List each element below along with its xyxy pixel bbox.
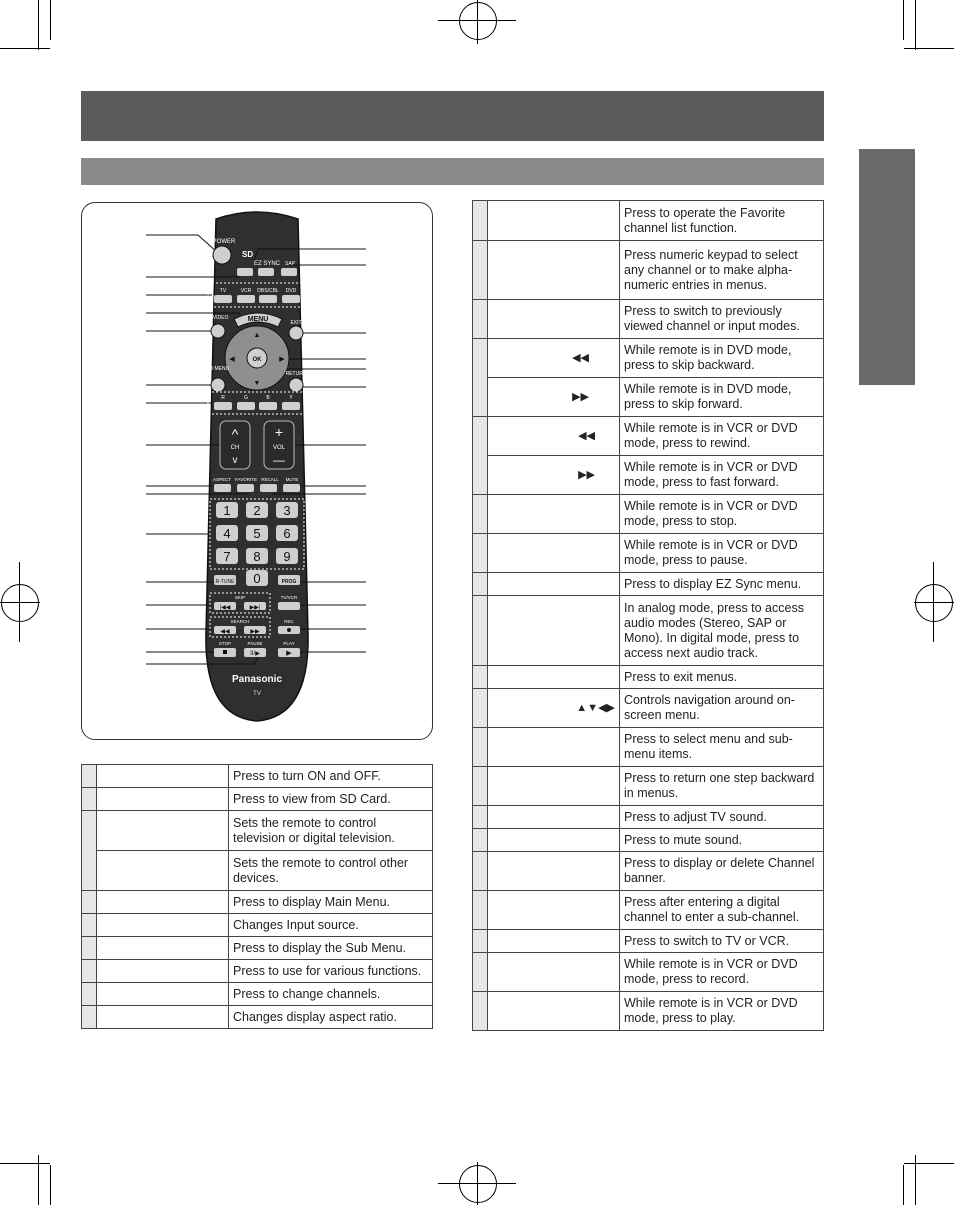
crop-mark <box>903 0 904 40</box>
registration-mark <box>1 584 39 622</box>
button-name-cell <box>488 573 620 596</box>
nav-down-arrow-icon[interactable]: ▼ <box>253 380 261 387</box>
nav-right-arrow-icon[interactable]: ▶ <box>279 356 285 363</box>
description-cell: Controls navigation around on-screen menu. <box>620 689 824 728</box>
table-row <box>473 417 824 456</box>
table-row <box>473 666 824 689</box>
fast-forward-icon: ▶▶ <box>250 629 260 635</box>
button-name-cell <box>97 914 229 937</box>
digit-2-label: 2 <box>253 503 261 518</box>
button-name-cell <box>97 1006 229 1029</box>
vcr-mode-label: VCR <box>240 288 252 294</box>
search-label: SEARCH <box>230 619 250 624</box>
green-key-button[interactable] <box>237 402 255 410</box>
table-row <box>82 983 433 1006</box>
digit-3-label: 3 <box>283 503 291 518</box>
row-index-cell <box>473 339 488 417</box>
crop-mark <box>904 1163 954 1164</box>
ez-sync-label: EZ SYNC <box>253 261 281 267</box>
pause-label: PAUSE <box>247 641 263 646</box>
registration-mark <box>0 602 40 603</box>
callout-line <box>146 235 218 253</box>
sd-card-icon: SD <box>242 250 254 259</box>
crop-mark <box>0 48 50 49</box>
description-cell: Press to change channels. <box>229 983 433 1006</box>
registration-mark <box>933 562 934 642</box>
crop-mark <box>38 0 39 50</box>
red-key-button[interactable] <box>214 402 232 410</box>
table-row <box>473 891 824 930</box>
row-index-cell <box>82 914 97 937</box>
channel-label: CH <box>230 445 240 451</box>
description-cell: Press to mute sound. <box>620 829 824 852</box>
crop-mark <box>0 1163 50 1164</box>
description-cell: Changes display aspect ratio. <box>229 1006 433 1029</box>
table-row <box>473 534 824 573</box>
exit-button[interactable] <box>289 326 303 340</box>
yellow-key-button[interactable] <box>282 402 300 410</box>
description-cell: Press to display EZ Sync menu. <box>620 573 824 596</box>
rewind-icon: ◀◀ <box>488 417 620 456</box>
skip-label: SKIP <box>234 595 246 600</box>
description-cell: While remote is in VCR or DVD mode, press to record. <box>620 953 824 992</box>
favorite-label: FAVORITE <box>235 477 257 482</box>
nav-up-arrow-icon[interactable]: ▲ <box>253 332 261 339</box>
dbs-cbl-mode-button[interactable] <box>259 295 277 303</box>
description-cell: While remote is in VCR or DVD mode, press to rewind. <box>620 417 824 456</box>
description-cell: While remote is in DVD mode, press to skip backward. <box>620 339 824 378</box>
button-name-cell <box>97 851 229 891</box>
button-name-cell <box>488 806 620 829</box>
button-name-cell <box>488 891 620 930</box>
button-name-cell <box>97 983 229 1006</box>
navigation-arrows-icon: ▲▼◀▶ <box>488 689 620 728</box>
volume-up-icon[interactable]: + <box>274 424 284 440</box>
button-name-cell <box>97 765 229 788</box>
yellow-key-label: Y <box>289 395 293 401</box>
row-index-cell <box>82 765 97 788</box>
crop-mark <box>903 1165 904 1205</box>
table-row <box>473 953 824 992</box>
dvd-mode-button[interactable] <box>282 295 300 303</box>
play-label: PLAY <box>283 641 295 646</box>
table-row <box>82 960 433 983</box>
row-index-cell <box>82 937 97 960</box>
table-row <box>473 573 824 596</box>
remote-figure-panel <box>81 202 433 740</box>
skip-back-icon: ◀◀ <box>488 339 620 378</box>
description-cell: Press to operate the Favorite channel list function. <box>620 201 824 241</box>
description-cell: Press to adjust TV sound. <box>620 806 824 829</box>
button-name-cell <box>488 201 620 241</box>
menu-label: MENU <box>247 316 269 323</box>
table-row <box>82 765 433 788</box>
row-index-cell <box>82 811 97 891</box>
digit-0-label: 0 <box>253 571 261 586</box>
play-icon: ▶ <box>286 650 292 657</box>
skip-forward-icon: ▶▶ <box>488 378 620 417</box>
button-name-cell <box>488 666 620 689</box>
skip-forward-icon: ▶▶| <box>249 605 261 611</box>
digit-1-label: 1 <box>223 503 231 518</box>
r-tune-label: R-TUNE <box>215 579 235 585</box>
row-index-cell <box>82 788 97 811</box>
button-name-cell <box>488 534 620 573</box>
table-row <box>82 851 433 891</box>
prog-label: PROG <box>281 579 297 585</box>
button-name-cell <box>488 930 620 953</box>
table-row <box>82 914 433 937</box>
blue-key-button[interactable] <box>259 402 277 410</box>
description-cell: Press to display the Sub Menu. <box>229 937 433 960</box>
sub-menu-button[interactable] <box>211 378 225 392</box>
digit-7-label: 7 <box>223 549 231 564</box>
button-name-cell <box>97 891 229 914</box>
recall-label: RECALL <box>261 477 279 482</box>
description-cell: Press to display Main Menu. <box>229 891 433 914</box>
description-cell: Changes Input source. <box>229 914 433 937</box>
table-row <box>473 596 824 666</box>
table-row <box>473 728 824 767</box>
sd-card-button[interactable] <box>237 268 253 276</box>
row-index-cell <box>473 852 488 891</box>
table-row <box>82 811 433 851</box>
registration-mark <box>914 602 954 603</box>
button-name-cell <box>488 852 620 891</box>
row-index-cell <box>82 891 97 914</box>
sub-menu-label: SUB MENU <box>202 366 230 372</box>
row-index-cell <box>473 201 488 241</box>
digit-8-label: 8 <box>253 549 261 564</box>
return-button[interactable] <box>289 378 303 392</box>
power-label: POWER <box>212 239 236 245</box>
table-row <box>473 852 824 891</box>
button-description-table-left <box>81 764 433 1029</box>
table-row <box>473 495 824 534</box>
description-cell: Press to turn ON and OFF. <box>229 765 433 788</box>
button-name-cell <box>97 811 229 851</box>
dbs-cbl-mode-label: DBS/CBL <box>257 288 279 294</box>
crop-mark <box>50 0 51 40</box>
row-index-cell <box>473 953 488 992</box>
power-button[interactable] <box>213 246 231 264</box>
description-cell: Press to return one step backward in menus. <box>620 767 824 806</box>
description-cell: Press to switch to TV or VCR. <box>620 930 824 953</box>
description-cell: Press to use for various functions. <box>229 960 433 983</box>
row-index-cell <box>473 891 488 930</box>
table-row <box>82 1006 433 1029</box>
description-cell: Press to switch to previously viewed channel or input modes. <box>620 300 824 339</box>
registration-mark <box>459 1165 497 1203</box>
table-row <box>473 992 824 1031</box>
table-row <box>82 937 433 960</box>
blue-key-label: B <box>266 395 270 401</box>
sap-button[interactable] <box>281 268 297 276</box>
row-index-cell <box>473 992 488 1031</box>
rec-label: REC <box>284 619 294 624</box>
description-cell: Press to display or delete Channel banner. <box>620 852 824 891</box>
stop-label: STOP <box>218 641 232 646</box>
crop-mark <box>904 48 954 49</box>
description-cell: While remote is in VCR or DVD mode, press to pause. <box>620 534 824 573</box>
digit-4-label: 4 <box>223 526 231 541</box>
description-cell: Press to exit menus. <box>620 666 824 689</box>
row-index-cell <box>473 930 488 953</box>
button-name-cell <box>488 300 620 339</box>
model-label: TV <box>253 691 261 697</box>
button-name-cell <box>488 953 620 992</box>
crop-mark <box>915 0 916 50</box>
volume-down-icon[interactable]: — <box>273 453 285 467</box>
digit-5-label: 5 <box>253 526 261 541</box>
favorite-button[interactable] <box>237 484 254 492</box>
digit-6-label: 6 <box>283 526 291 541</box>
table-row <box>473 689 824 728</box>
table-row <box>473 339 824 378</box>
button-name-cell <box>488 767 620 806</box>
registration-mark <box>19 562 20 642</box>
aspect-button[interactable] <box>214 484 231 492</box>
button-name-cell <box>488 992 620 1031</box>
description-cell: While remote is in VCR or DVD mode, press to fast forward. <box>620 456 824 495</box>
button-name-cell <box>97 937 229 960</box>
button-description-table-right <box>472 200 824 1031</box>
header-band <box>81 91 824 141</box>
description-cell: Press numeric keypad to select any channel or to make alpha-numeric entries in menus. <box>620 241 824 300</box>
description-cell: While remote is in VCR or DVD mode, press to play. <box>620 992 824 1031</box>
tv-vcr-label: TV/VCR <box>280 595 298 600</box>
mute-button[interactable] <box>283 484 300 492</box>
ok-label: OK <box>252 357 262 363</box>
pause-icon: II/▶ <box>250 651 260 657</box>
mute-label: MUTE <box>285 477 299 482</box>
table-row <box>473 829 824 852</box>
row-index-cell <box>82 960 97 983</box>
table-row <box>473 300 824 339</box>
row-index-cell <box>473 573 488 596</box>
description-cell: While remote is in DVD mode, press to skip forward. <box>620 378 824 417</box>
remote-illustration <box>82 203 432 739</box>
description-cell: Press to view from SD Card. <box>229 788 433 811</box>
description-cell: In analog mode, press to access audio modes (Stereo, SAP or Mono). In digital mode, press to access next audio track. <box>620 596 824 666</box>
row-index-cell <box>473 767 488 806</box>
tv-vcr-button[interactable] <box>278 602 300 610</box>
table-row <box>82 891 433 914</box>
tv-mode-label: TV <box>219 288 227 294</box>
row-index-cell <box>473 417 488 495</box>
digit-9-label: 9 <box>283 549 291 564</box>
row-index-cell <box>473 495 488 534</box>
crop-mark <box>915 1155 916 1205</box>
button-name-cell <box>488 596 620 666</box>
tv-mode-button[interactable] <box>214 295 232 303</box>
tv-video-label: TV/ VIDEO <box>203 315 229 321</box>
volume-label: VOL <box>272 445 286 451</box>
sap-label: SAP <box>284 261 296 267</box>
registration-mark <box>459 2 497 40</box>
row-index-cell <box>473 666 488 689</box>
table-row <box>473 201 824 241</box>
row-index-cell <box>82 1006 97 1029</box>
exit-label: EXIT <box>290 320 302 326</box>
crop-mark <box>50 1165 51 1205</box>
nav-left-arrow-icon[interactable]: ◀ <box>229 356 235 363</box>
registration-mark <box>915 584 953 622</box>
tv-video-button[interactable] <box>211 324 225 338</box>
description-cell: Press after entering a digital channel to enter a sub-channel. <box>620 891 824 930</box>
table-row <box>473 767 824 806</box>
brand-logo: Panasonic <box>231 674 283 685</box>
registration-mark <box>477 1162 478 1205</box>
table-row <box>473 456 824 495</box>
channel-down-icon[interactable]: v <box>232 455 238 466</box>
row-index-cell <box>473 689 488 728</box>
row-index-cell <box>473 241 488 300</box>
description-cell: Sets the remote to control other devices. <box>229 851 433 891</box>
table-row <box>473 378 824 417</box>
table-row <box>473 241 824 300</box>
skip-back-icon: |◀◀ <box>219 605 231 611</box>
row-index-cell <box>82 983 97 1006</box>
table-row <box>82 788 433 811</box>
row-index-cell <box>473 534 488 573</box>
record-icon <box>287 628 291 632</box>
dvd-mode-label: DVD <box>285 288 297 294</box>
subheader-band <box>81 158 824 185</box>
button-name-cell <box>97 788 229 811</box>
aspect-label: ASPECT <box>212 477 232 482</box>
description-cell: Sets the remote to control television or digital television. <box>229 811 433 851</box>
fast-forward-icon: ▶▶ <box>488 456 620 495</box>
row-index-cell <box>473 300 488 339</box>
return-label: RETURN <box>285 371 307 377</box>
row-index-cell <box>473 806 488 829</box>
row-index-cell <box>473 829 488 852</box>
button-name-cell <box>488 241 620 300</box>
ez-sync-button[interactable] <box>258 268 274 276</box>
button-name-cell <box>488 728 620 767</box>
rewind-icon: ◀◀ <box>220 629 230 635</box>
row-index-cell <box>473 596 488 666</box>
table-row <box>473 806 824 829</box>
crop-mark <box>38 1155 39 1205</box>
registration-mark <box>477 0 478 44</box>
description-cell: While remote is in VCR or DVD mode, press to stop. <box>620 495 824 534</box>
table-row <box>473 930 824 953</box>
channel-up-icon[interactable]: ^ <box>231 426 239 442</box>
section-tab <box>859 149 915 385</box>
stop-icon <box>223 650 227 654</box>
button-name-cell <box>488 495 620 534</box>
numeric-keypad <box>216 502 298 564</box>
green-key-label: G <box>244 395 248 401</box>
button-name-cell <box>488 829 620 852</box>
button-name-cell <box>97 960 229 983</box>
red-key-label: R <box>221 395 225 401</box>
recall-button[interactable] <box>260 484 277 492</box>
row-index-cell <box>473 728 488 767</box>
vcr-mode-button[interactable] <box>237 295 255 303</box>
description-cell: Press to select menu and sub-menu items. <box>620 728 824 767</box>
